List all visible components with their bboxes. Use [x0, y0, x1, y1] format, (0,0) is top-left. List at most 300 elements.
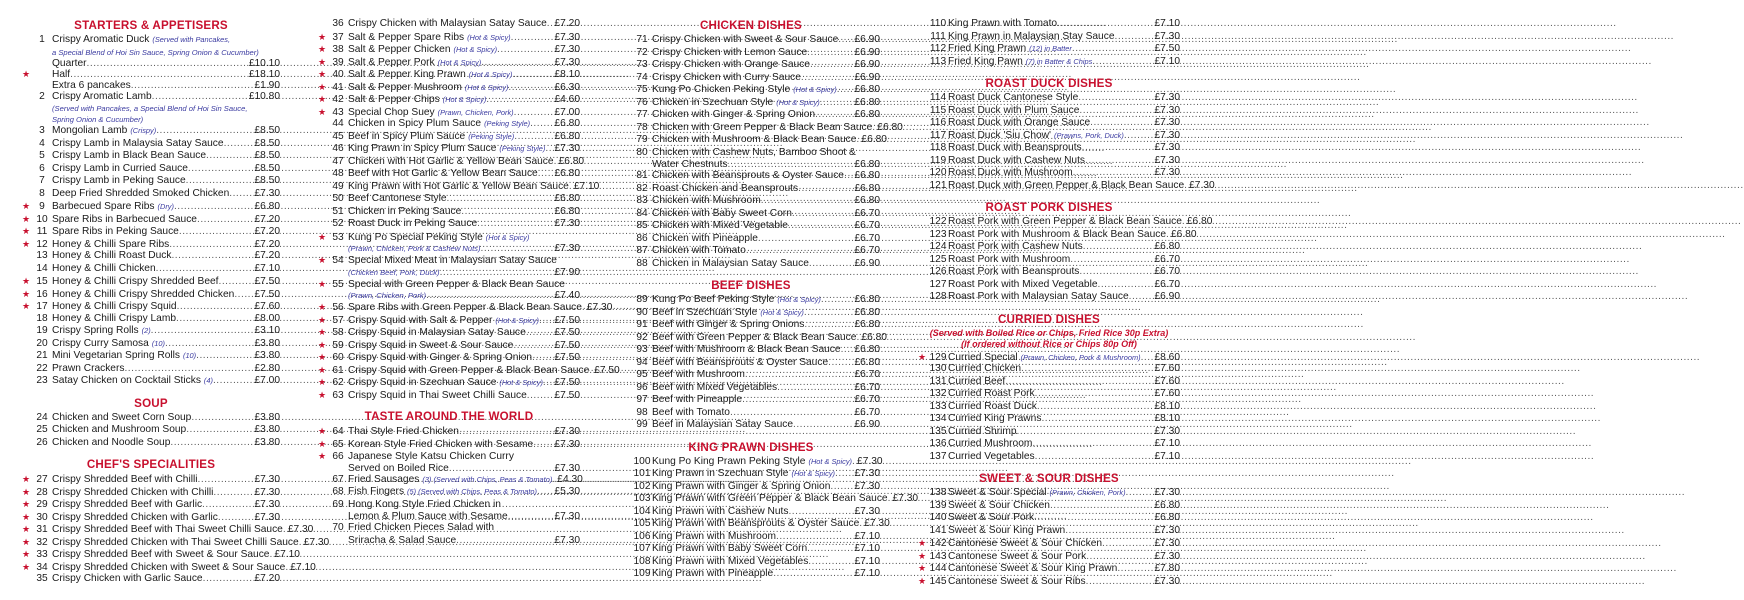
leader-dots: [1078, 92, 1153, 105]
item-name: Mongolian Lamb: [52, 125, 128, 136]
leader-dots: [821, 294, 854, 307]
menu-item-note-row: [318, 267, 580, 278]
leader-dots: [229, 188, 253, 201]
leader-dots: [1124, 130, 1154, 143]
item-price: £6.80: [554, 205, 580, 217]
menu-item: [622, 84, 880, 97]
item-name: Chicken in Malaysian Satay Sauce: [652, 257, 809, 269]
item-number: 121: [929, 179, 947, 191]
item-name: King Prawn in Spicy Plum Sauce: [348, 143, 497, 154]
item-number: 143: [929, 550, 947, 562]
menu-item: [622, 531, 880, 544]
menu-item: [622, 568, 880, 581]
menu-item: [918, 487, 1180, 500]
leader-dots: [1065, 525, 1153, 538]
leader-dots: [213, 375, 254, 388]
star-icon: ★: [318, 81, 327, 92]
section-heading: ROAST PORK DISHES: [985, 201, 1113, 214]
item-name: Chicken with Tomato: [652, 245, 746, 256]
item-price: £6.80: [1154, 512, 1180, 523]
item-name: Roast Duck 'Siu Chow': [948, 129, 1051, 141]
menu-item: [22, 150, 280, 163]
item-price: £6.70: [854, 232, 880, 244]
item-name: Beef with Pineapple: [652, 394, 743, 405]
item-number: 52: [332, 218, 344, 229]
leader-dots: [171, 250, 253, 263]
item-number: 117: [929, 129, 947, 141]
menu-item: [22, 486, 280, 499]
menu-column-3: [622, 18, 919, 581]
leader-dots: [202, 499, 253, 512]
item-price: £8.60: [1154, 351, 1180, 363]
menu-item: [918, 451, 1180, 464]
leader-dots: [426, 290, 553, 301]
item-name: Cantonese Sweet & Sour Pork: [948, 550, 1087, 562]
star-icon: ★: [318, 94, 327, 104]
item-number: 110: [929, 18, 947, 29]
item-name: Spare Ribs with Green Pepper & Black Bean Sauce: [348, 302, 582, 313]
item-price: £6.80: [861, 134, 887, 145]
menu-item: [622, 220, 880, 233]
leader-dots: [745, 369, 854, 382]
item-name: Curried Roast Pork: [948, 388, 1035, 399]
item-price: £4.60: [554, 94, 580, 105]
item-price: £7.10: [854, 568, 880, 579]
item-price: £7.60: [1154, 388, 1180, 399]
item-price: £7.30: [1154, 92, 1180, 103]
item-number: 130: [929, 363, 947, 374]
item-price: £7.30: [1154, 117, 1180, 128]
item-price: £7.10: [573, 180, 600, 192]
leader-dots: [837, 84, 854, 97]
item-number: 124: [929, 241, 947, 252]
menu-item: [622, 357, 880, 370]
item-note: (3) (Served with Chips, Peas & Tomato): [422, 474, 553, 484]
item-price: £7.20: [254, 573, 280, 584]
item-number: 41: [332, 81, 344, 93]
menu-item: [22, 238, 280, 251]
item-name: Roast Duck with Beansprouts: [948, 142, 1082, 153]
item-name: Crispy Squid with Salt & Pepper: [348, 314, 493, 326]
item-price: £7.20: [254, 238, 280, 250]
menu-item: [22, 523, 314, 536]
item-number: 75: [636, 84, 648, 95]
item-number: 105: [633, 518, 651, 529]
item-name: Curried King Prawns: [948, 413, 1042, 424]
item-name: Roast Pork with Green Pepper & Black Bean Sauce: [948, 216, 1182, 227]
item-note: (10): [151, 338, 165, 348]
star-icon: ★: [22, 226, 31, 236]
item-price: £7.10: [1154, 438, 1180, 449]
star-icon: ★: [918, 575, 927, 586]
item-number: 11: [36, 226, 48, 237]
leader-dots: [440, 267, 554, 278]
leader-dots: [538, 168, 554, 181]
item-number: 77: [636, 109, 648, 120]
leader-dots: [758, 233, 854, 246]
item-name: Curried Mushroom: [948, 438, 1033, 449]
item-number: 40: [332, 69, 344, 80]
menu-item: [22, 350, 280, 363]
item-note: (Hot & Spicy): [485, 232, 530, 242]
menu-item: [318, 143, 580, 156]
item-price: £6.80: [854, 344, 880, 355]
item-number: 103: [633, 493, 651, 504]
item-price: £6.80: [861, 331, 887, 343]
item-number: 16: [36, 288, 48, 300]
leader-dots: [486, 94, 553, 107]
item-number: 135: [929, 425, 947, 437]
item-number: 102: [633, 480, 651, 492]
leader-dots: [188, 163, 254, 176]
item-name: Crispy Shredded Beef with Sweet & Sour Sauce: [52, 549, 270, 560]
item-note: (Peking Style): [468, 131, 515, 141]
item-price: £6.70: [1154, 278, 1180, 290]
item-name: Honey & Chilli Crispy Shredded Beef: [52, 276, 219, 287]
section-heading: KING PRAWN DISHES: [688, 440, 814, 454]
menu-item: [22, 175, 280, 188]
item-number: 47: [332, 155, 344, 167]
item-name: Sweet & Sour Pork: [948, 512, 1035, 523]
star-icon: ★: [22, 536, 31, 547]
item-number: 76: [636, 96, 648, 108]
item-number: 115: [929, 104, 947, 116]
item-price: £7.10: [1154, 18, 1180, 29]
item-note: (Hot & Spicy): [495, 315, 539, 325]
menu-item: [918, 413, 1180, 426]
item-number: 36: [332, 18, 344, 29]
item-price: £7.10: [254, 262, 280, 274]
item-number: 132: [929, 388, 947, 399]
leader-dots: [1129, 291, 1154, 304]
leader-dots: [213, 487, 253, 500]
menu-item: [22, 498, 280, 511]
leader-dots: [537, 486, 554, 499]
item-number: 90: [636, 306, 648, 318]
item-price: £7.50: [594, 364, 620, 376]
item-price: £7.30: [1154, 154, 1180, 166]
item-price: £7.10: [1154, 55, 1180, 67]
item-number: 23: [36, 375, 48, 386]
menu-item: [622, 97, 880, 110]
item-price: £6.80: [1171, 228, 1197, 240]
leader-dots: [511, 32, 554, 45]
leader-dots: [742, 394, 853, 407]
leader-dots: [526, 327, 554, 340]
item-note: (Prawn, Chicken, Pork): [1049, 488, 1126, 497]
item-number: 6: [39, 162, 45, 174]
item-number: 144: [929, 563, 947, 574]
leader-dots: [1072, 43, 1154, 56]
item-number: 66: [332, 451, 344, 462]
star-icon: ★: [22, 301, 31, 311]
star-icon: ★: [918, 538, 927, 548]
menu-item-note-row: [318, 290, 580, 301]
item-number: 32: [36, 536, 48, 548]
item-name: Spare Ribs in Peking Sauce: [52, 226, 179, 237]
leader-dots: [1090, 117, 1153, 130]
item-price: £7.10: [854, 543, 880, 554]
item-name: Crispy Shredded Chicken with Garlic: [52, 511, 218, 523]
item-note: (7) in Batter & Chips: [1025, 56, 1093, 66]
leader-dots: [844, 170, 854, 183]
item-name: Chicken and Noodle Soup: [52, 436, 171, 448]
star-icon: ★: [22, 288, 31, 299]
item-note: (Hot & Spicy): [453, 45, 498, 54]
menu-item: [22, 511, 280, 524]
leader-dots: [807, 47, 853, 60]
item-price: £7.30: [254, 486, 280, 498]
item-note: (2): [141, 326, 151, 335]
item-price: £6.80: [554, 130, 580, 142]
menu-item: [22, 288, 280, 301]
item-price: £7.30: [1154, 550, 1180, 562]
menu-item: [318, 18, 580, 31]
star-icon: ★: [318, 364, 327, 375]
item-price: £7.30: [554, 438, 580, 450]
item-number: 129: [929, 351, 947, 363]
leader-dots: [539, 315, 554, 328]
item-name: Chicken with Ginger & Spring Onion: [652, 109, 816, 120]
item-name: Crispy Squid in Szechuan Sauce: [348, 377, 497, 388]
menu-item: [318, 473, 583, 487]
item-name: Crispy Squid with Green Pepper & Black Bean Sauce: [348, 364, 590, 376]
item-price: £7.30: [554, 31, 580, 43]
menu-item: [22, 91, 280, 104]
menu-item: [918, 18, 1180, 31]
item-price: £7.30: [254, 499, 280, 510]
item-note: (Hot & Spicy): [776, 97, 820, 107]
item-number: 64: [332, 426, 344, 437]
item-number: 61: [332, 364, 344, 376]
menu-item: [318, 535, 580, 546]
item-note: a Special Blend of Hoi Sin Sauce, Spring Onion & Cucumber): [52, 47, 259, 57]
menu-item: [918, 142, 1180, 155]
item-name: Crispy Shredded Chicken with Sweet & Sour Sauce: [52, 561, 286, 573]
item-price: £6.80: [554, 193, 580, 204]
item-name: King Prawn with Green Pepper & Black Bean Sauce: [652, 493, 888, 504]
item-name: Special Chop Suey: [348, 106, 435, 118]
item-number: 107: [633, 543, 651, 554]
item-name: Crispy Spring Rolls: [52, 325, 139, 336]
item-price: £10.80: [248, 90, 280, 102]
item-price: £6.80: [854, 109, 880, 120]
leader-dots: [533, 439, 553, 452]
menu-item: [918, 179, 1215, 193]
section-gap: [918, 192, 1180, 200]
section-gap: [22, 388, 280, 396]
item-price: £8.50: [254, 150, 280, 161]
menu-item: [318, 231, 580, 244]
item-number: 139: [929, 499, 947, 511]
menu-item: [318, 254, 580, 267]
item-name: King Prawn with Beansprouts & Oyster Sauce: [652, 518, 860, 529]
item-number: 50: [332, 193, 344, 204]
leader-dots: [1037, 401, 1154, 414]
leader-dots: [218, 512, 254, 525]
item-name: Kung Po Beef Peking Style: [652, 294, 775, 305]
item-name: Fried Sausages: [348, 473, 420, 485]
leader-dots: [1005, 376, 1153, 389]
leader-dots: [508, 82, 553, 95]
item-number: 136: [929, 438, 947, 449]
item-number: 34: [36, 561, 48, 573]
item-name: King Prawn with Mixed Vegetables: [652, 555, 809, 567]
leader-dots: [156, 263, 254, 276]
item-price: £7.10: [854, 555, 880, 567]
item-number: 22: [36, 362, 48, 374]
leader-dots: [1021, 363, 1153, 376]
leader-dots: [1086, 576, 1154, 589]
menu-item: [622, 134, 887, 147]
item-price: £8.10: [554, 69, 580, 80]
item-number: 21: [36, 350, 48, 361]
item-number: 87: [636, 245, 648, 256]
leader-dots: [512, 69, 553, 82]
item-number: 49: [332, 180, 344, 192]
menu-item: [318, 278, 580, 291]
section-gap: [22, 449, 280, 457]
leader-dots: [730, 407, 854, 420]
item-name: King Prawn in Szechuan Style: [652, 468, 789, 479]
item-name: Roast Pork with Malaysian Satay Sauce: [948, 291, 1129, 302]
menu-item: [22, 34, 280, 47]
item-name: Crispy Aromatic Duck: [52, 34, 150, 45]
item-price: £7.50: [554, 314, 580, 326]
menu-item: [918, 388, 1180, 401]
item-number: 17: [36, 301, 48, 312]
item-number: 15: [36, 276, 48, 287]
menu-item: [622, 556, 880, 569]
leader-dots: [1034, 512, 1153, 525]
section-heading: SWEET & SOUR DISHES: [979, 472, 1119, 485]
menu-item: [22, 313, 280, 326]
leader-dots: [165, 338, 254, 351]
menu-item: [22, 213, 280, 226]
item-price: £7.30: [254, 474, 280, 485]
item-price: £6.70: [854, 245, 880, 256]
item-name: Fried King Pawn: [948, 55, 1023, 67]
item-number: 122: [929, 216, 947, 227]
star-icon: ★: [318, 352, 327, 362]
menu-item: [22, 536, 330, 549]
menu-item: [22, 473, 280, 486]
menu-item: [918, 562, 1180, 575]
menu-item: [918, 525, 1180, 538]
item-note: (10): [182, 351, 197, 360]
menu-item: [918, 130, 1180, 143]
section-heading: CURRIED DISHES: [997, 312, 1100, 326]
item-price: £7.30: [287, 524, 314, 535]
item-price: £7.30: [1189, 179, 1215, 191]
item-price: £6.80: [558, 155, 585, 167]
item-price: £7.10: [854, 530, 880, 542]
item-number: 45: [332, 130, 344, 142]
leader-dots: [70, 69, 248, 80]
item-name: Cantonese Sweet & Sour Ribs: [948, 575, 1086, 587]
item-note: (Hot & Spicy): [442, 95, 487, 104]
item-note: (Hot & Spicy): [464, 82, 509, 92]
item-number: 39: [332, 56, 344, 68]
section-heading: BEEF DISHES: [711, 279, 791, 292]
item-name: Crispy Chicken with Curry Sauce: [652, 71, 801, 83]
item-number: 12: [36, 238, 48, 250]
item-number: 127: [929, 278, 947, 290]
menu-item: [622, 518, 890, 531]
item-price: £6.80: [854, 306, 880, 318]
menu-item: [22, 80, 280, 91]
leader-dots: [170, 437, 253, 450]
item-name: Chicken in Spicy Plum Sauce: [348, 118, 482, 129]
item-price: £8.10: [1154, 400, 1180, 412]
item-price: £7.30: [254, 511, 280, 523]
leader-dots: [497, 44, 553, 57]
leader-dots: [804, 319, 853, 332]
item-price: £7.30: [1154, 524, 1180, 536]
item-price: £7.30: [1154, 538, 1180, 549]
leader-dots: [547, 18, 554, 31]
leader-dots: [1092, 56, 1153, 69]
menu-item: [622, 34, 880, 47]
menu-item: [918, 155, 1180, 168]
leader-dots: [788, 220, 854, 233]
menu-item: [318, 389, 580, 402]
star-icon: ★: [22, 276, 31, 286]
item-name: Crispy Shredded Chicken with Chilli: [52, 486, 214, 498]
item-price: £7.30: [1154, 575, 1180, 587]
menu-item: [918, 438, 1180, 451]
item-price: £8.10: [1154, 413, 1180, 424]
item-note: (Prawns, Pork, Duck): [1053, 130, 1124, 140]
leader-dots: [1070, 254, 1153, 267]
item-name: King Prawn with Tomato: [948, 18, 1058, 29]
item-name: Chicken with Mushroom: [652, 195, 761, 206]
leader-dots: [1041, 413, 1153, 426]
item-price: £4.30: [557, 473, 583, 485]
menu-item: [318, 106, 580, 119]
item-price: £7.60: [1154, 363, 1180, 374]
leader-dots: [174, 201, 254, 214]
item-note: (Chicken Beef, Pork, Duck): [348, 267, 440, 277]
leader-dots: [198, 474, 254, 487]
star-icon: ★: [22, 524, 31, 534]
section-heading: CHEF'S SPECIALITIES: [86, 458, 216, 471]
item-name: Beef with Hot Garlic & Yellow Bean Sauce: [348, 168, 538, 179]
star-icon: ★: [22, 561, 31, 572]
menu-item: [318, 438, 580, 451]
leader-dots: [151, 325, 254, 338]
menu-item: [622, 307, 880, 320]
item-name: Chicken in Peking Sauce: [348, 205, 462, 217]
item-price: £3.80: [254, 424, 280, 435]
item-number: 141: [929, 524, 947, 536]
item-note: (12) in Batter: [1029, 44, 1072, 53]
item-price: £7.40: [554, 290, 580, 301]
item-name: Roast Pork with Mushroom: [948, 253, 1071, 265]
menu-item: [22, 275, 280, 288]
item-price: £7.50: [554, 352, 580, 363]
item-note: (Hot & Spicy): [499, 378, 543, 387]
menu-item: [622, 331, 887, 345]
item-name: Special with Green Pepper & Black Bean Sauce: [348, 278, 565, 290]
item-name: Fried King Prawn: [948, 43, 1027, 54]
menu-item: [318, 118, 580, 131]
leader-dots: [1083, 241, 1154, 254]
item-name: Curried Beef: [948, 375, 1006, 387]
item-price: £7.50: [254, 288, 280, 300]
item-name: Roast Pork with Mixed Vegetable: [948, 278, 1098, 290]
leader-dots: [792, 208, 854, 221]
